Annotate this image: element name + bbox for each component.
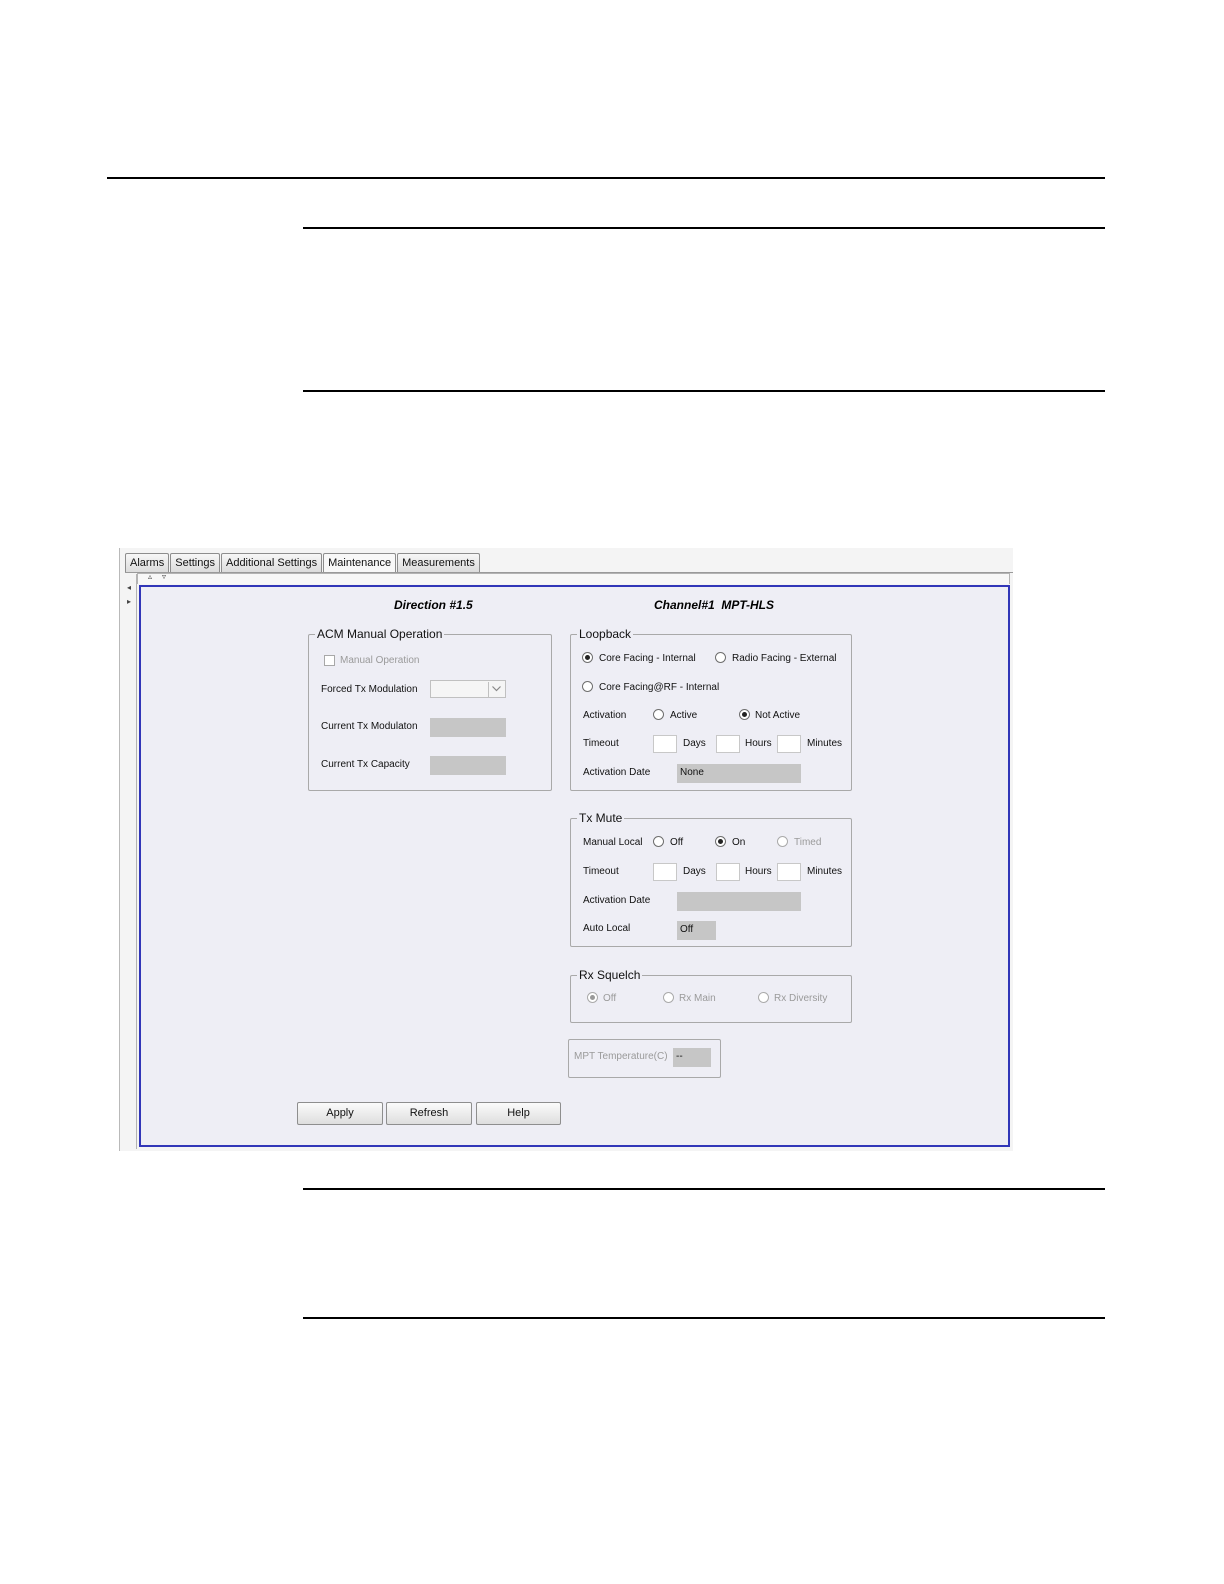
tab-maintenance[interactable]: Maintenance [323, 553, 396, 573]
acm-legend: ACM Manual Operation [317, 627, 443, 641]
page-rule-1 [303, 227, 1105, 229]
loopback-minutes-input[interactable] [777, 735, 801, 753]
activation-active-radio[interactable] [653, 709, 664, 720]
rx-squelch-rx-diversity-radio[interactable] [758, 992, 769, 1003]
expand-right-arrow-icon[interactable]: ▸ [127, 597, 132, 606]
tab-settings[interactable]: Settings [170, 553, 220, 572]
tx-mute-days-label: Days [683, 866, 706, 877]
loopback-legend: Loopback [579, 627, 632, 641]
loopback-timeout-label: Timeout [583, 738, 619, 749]
loopback-core-facing-internal-label: Core Facing - Internal [599, 653, 696, 664]
loopback-group [570, 627, 852, 791]
tx-mute-legend: Tx Mute [579, 811, 623, 825]
tx-mute-on-radio[interactable] [715, 836, 726, 847]
chevron-down-icon[interactable] [488, 682, 504, 697]
side-scroll-gutter[interactable] [126, 574, 137, 1149]
help-button[interactable]: Help [476, 1102, 561, 1125]
tx-mute-off-radio[interactable] [653, 836, 664, 847]
rx-squelch-rx-main-radio[interactable] [663, 992, 674, 1003]
loopback-core-facing-rf-internal-label: Core Facing@RF - Internal [599, 682, 720, 693]
loopback-hours-input[interactable] [716, 735, 740, 753]
mpt-temperature-label: MPT Temperature(C) [574, 1051, 668, 1062]
tab-alarms[interactable]: Alarms [125, 553, 169, 572]
page-rule-2 [303, 390, 1105, 392]
tab-additional-settings[interactable]: Additional Settings [221, 553, 322, 572]
loopback-radio-facing-external-radio[interactable] [715, 652, 726, 663]
loopback-minutes-label: Minutes [807, 738, 843, 749]
current-tx-capacity-field [430, 756, 506, 775]
acm-manual-operation-group [308, 627, 552, 791]
auto-local-label: Auto Local [583, 923, 631, 934]
collapse-left-arrow-icon[interactable]: ◂ [127, 583, 132, 592]
manual-operation-checkbox[interactable] [324, 655, 335, 666]
activation-active-label: Active [670, 710, 698, 721]
tx-mute-days-input[interactable] [653, 863, 677, 881]
maintenance-panel [139, 585, 1010, 1147]
activation-not-active-radio[interactable] [739, 709, 750, 720]
rx-squelch-rx-main-label: Rx Main [679, 993, 716, 1004]
tx-mute-off-label: Off [670, 837, 684, 848]
apply-button[interactable]: Apply [297, 1102, 383, 1125]
mpt-temperature-group [568, 1039, 721, 1078]
page-rule-3 [303, 1188, 1105, 1190]
refresh-button[interactable]: Refresh [386, 1102, 472, 1125]
tx-mute-minutes-label: Minutes [807, 866, 843, 877]
loopback-hours-label: Hours [745, 738, 772, 749]
loopback-days-label: Days [683, 738, 706, 749]
tx-mute-timed-radio[interactable] [777, 836, 788, 847]
loopback-days-input[interactable] [653, 735, 677, 753]
tab-bar [125, 553, 481, 572]
forced-tx-modulation-value [431, 686, 434, 697]
tx-mute-activation-date-field [677, 892, 801, 911]
tx-mute-timeout-label: Timeout [583, 866, 619, 877]
tx-mute-group [570, 811, 852, 947]
current-tx-modulation-label: Current Tx Modulaton [321, 721, 418, 732]
mpt-temperature-field: -- [673, 1048, 711, 1067]
tx-mute-hours-input[interactable] [716, 863, 740, 881]
tx-mute-minutes-input[interactable] [777, 863, 801, 881]
scroll-down-arrow-icon[interactable]: ▿ [162, 572, 167, 581]
maintenance-screenshot [119, 548, 1013, 1151]
rx-squelch-off-radio[interactable] [587, 992, 598, 1003]
tx-mute-activation-date-label: Activation Date [583, 895, 651, 906]
direction-title: Direction #1.5 [394, 598, 473, 612]
channel-title: Channel#1 MPT-HLS [654, 598, 775, 612]
loopback-core-facing-internal-radio[interactable] [582, 652, 593, 663]
tab-measurements[interactable]: Measurements [397, 553, 480, 572]
rx-squelch-rx-diversity-label: Rx Diversity [774, 993, 828, 1004]
rx-squelch-off-label: Off [603, 993, 617, 1004]
tx-mute-timed-label: Timed [794, 837, 822, 848]
manual-local-label: Manual Local [583, 837, 643, 848]
tx-mute-on-label: On [732, 837, 746, 848]
manual-operation-label: Manual Operation [340, 655, 420, 666]
scroll-up-arrow-icon[interactable]: ▵ [148, 572, 153, 581]
tx-mute-hours-label: Hours [745, 866, 772, 877]
top-scroll-bar[interactable] [137, 573, 1010, 584]
page-rule-4 [303, 1317, 1105, 1319]
loopback-activation-date-field: None [677, 764, 801, 783]
loopback-core-facing-rf-internal-radio[interactable] [582, 681, 593, 692]
auto-local-field: Off [677, 921, 716, 940]
forced-tx-modulation-select[interactable] [430, 680, 506, 698]
rx-squelch-group [570, 968, 852, 1023]
loopback-radio-facing-external-label: Radio Facing - External [732, 653, 837, 664]
current-tx-modulation-field [430, 718, 506, 737]
activation-label: Activation [583, 710, 627, 721]
forced-tx-modulation-label: Forced Tx Modulation [321, 684, 418, 695]
activation-not-active-label: Not Active [755, 710, 801, 721]
loopback-activation-date-label: Activation Date [583, 767, 651, 778]
current-tx-capacity-label: Current Tx Capacity [321, 759, 410, 770]
rx-squelch-legend: Rx Squelch [579, 968, 641, 982]
page-rule-top [107, 177, 1105, 179]
